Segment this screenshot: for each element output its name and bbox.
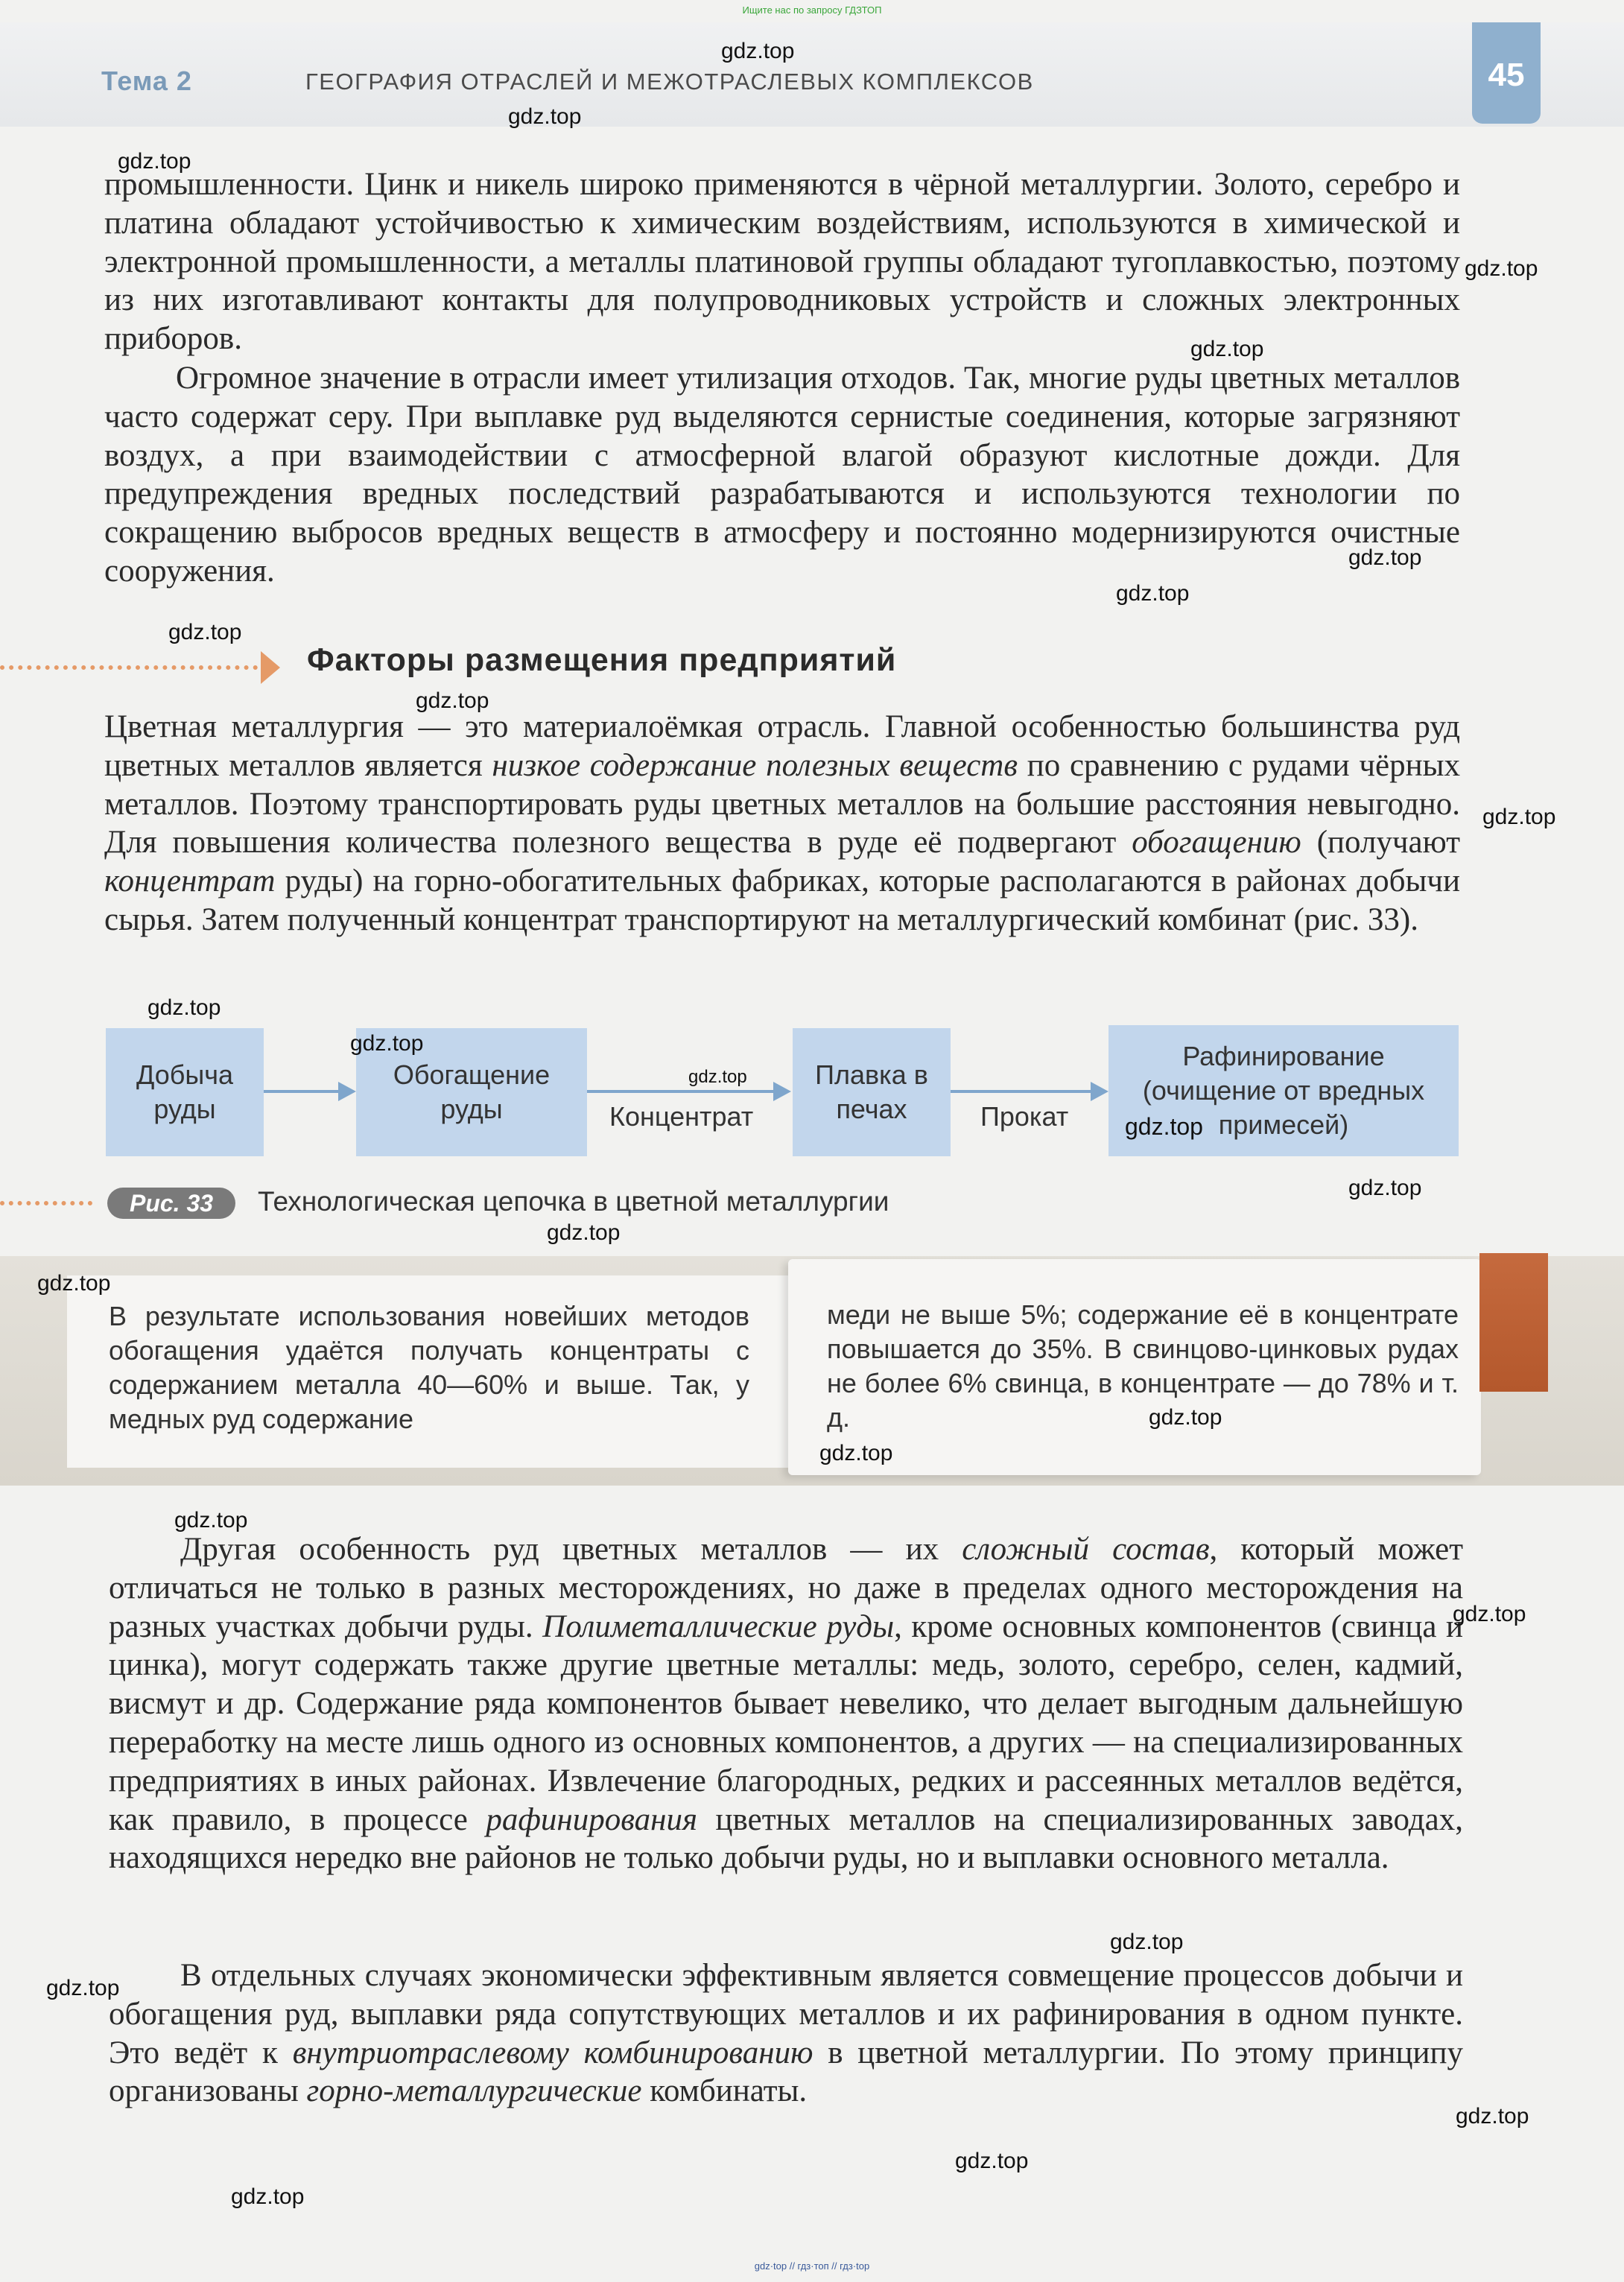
watermark: gdz.top [168,620,242,644]
flow-arrow-2-head [773,1082,791,1101]
watermark: gdz.top [1110,1930,1184,1954]
watermark: gdz.top [231,2184,305,2209]
figure-badge: Рис. 33 [107,1188,235,1219]
watermark: gdz.top [1125,1113,1203,1140]
flow-arrow-3 [951,1090,1091,1093]
term-concentrate: концентрат [104,863,276,899]
paragraph-1: промышленности. Цинк и никель широко применяются в чёрной металлургии. Золото, серебро и платина обладают устойчивостью к химическим воздействиям, используются в химической и электронной промышленности, а металлы платиновой группы обладают тугоплавкостью, поэтому из них изготавливают контакты для полупроводниковых устройств и сложных электронных приборов. [104,167,1460,357]
bottom-note: gdz·top // гдз·топ // гдз·top [754,2260,870,2272]
watermark: gdz.top [819,1441,893,1465]
info-text-left: В результате использования новейших методов обогащения удаётся получать концентраты с содержанием металла 40—60% и выше. Так, у медных руд содержание [109,1301,749,1434]
flow-box-enrichment: Обогащение руды [356,1028,587,1156]
flow-arrow-1-head [338,1082,356,1101]
watermark: gdz.top [1190,337,1264,361]
watermark: gdz.top [1456,2104,1529,2129]
page-number: 45 [1488,57,1525,93]
flow-label-rolled-metal: Прокат [980,1101,1069,1132]
watermark: gdz.top [350,1031,424,1056]
info-card-left [67,1275,812,1468]
watermark: gdz.top [148,995,221,1020]
watermark: gdz.top [1348,1176,1422,1200]
watermark: gdz.top [547,1220,621,1245]
caption-dotted-line [0,1201,92,1205]
watermark: gdz.top [955,2149,1029,2173]
watermark: gdz.top [1482,805,1556,829]
flow-arrow-1 [264,1090,338,1093]
paragraph-2: Огромное значение в отрасли имеет утилизация отходов. Так, многие руды цветных металлов часто содержат серу. При выплавке руд выделяются сернистые соединения, которые загрязняют воздух, а при взаимодействии с атмосферной влагой образуют кислотные дожди. Для предупреждения вредных последствий разрабатываются и используются технологии по сокращению выбросов вредных веществ в атмосферу и постоянно модернизируются очистные сооружения. [104,361,1460,589]
term-complex-composition: сложный состав [962,1532,1210,1567]
watermark: gdz.top [416,688,489,713]
section-dotted-line [0,665,258,670]
topic-label: Тема 2 [101,66,192,96]
paragraph-4: Другая особенность руд цветных металлов — их сложный состав, который может отличаться не только в разных месторождениях, но даже в пределах одного месторождения на разных участках добычи руды. Полиметаллические руды, кроме основных компонентов (свинца и цинка), могут содержать также другие цветные металлы: медь, золото, серебро, селен, кадмий, висмут и др. Содержание ряда компонентов бывает невелико, что делает выгодным дальнейшую переработку на месте лишь одного из основных компонентов, а других — на специализированных предприятиях в иных районах. Извлечение благородных, редких и рассеянных металлов ведётся, как правило, в процессе рафинирования цветных металлов на специализированных заводах, находящихся нередко вне районов не только добычи руды, но и выплавки основного металла. [109,1532,1463,1876]
info-text-right: меди не выше 5%; содержание её в концентрате повышается до 35%. В свинцово-цинковых рудах не более 6% свинца, в концентрате — до 78% и т. д. [827,1299,1459,1433]
watermark: gdz.top [1149,1405,1222,1430]
flow-arrow-2 [587,1090,773,1093]
watermark: gdz.top [1116,581,1190,606]
top-note: Ищите нас по запросу ГДЗТОП [742,4,882,16]
paragraph-5: В отдельных случаях экономически эффективным является совмещение процессов добычи и обогащения руд, выплавки ряда сопутствующих металлов и их рафинирования в одном пункте. Это ведёт к внутриотраслевому комбинированию в цветной металлургии. По этому принципу организованы горно-металлургические комбинаты. [109,1958,1463,2109]
flow-label-concentrate: Концентрат [609,1101,754,1132]
chapter-title: ГЕОГРАФИЯ ОТРАСЛЕЙ И МЕЖОТРАСЛЕВЫХ КОМПЛЕКСОВ [305,69,1034,95]
term-low-content: низкое содержание полезных веществ [492,747,1018,783]
watermark: gdz.top [1465,256,1538,281]
term-refining: рафинирования [486,1801,697,1837]
term-polymetallic-ores: Полиметаллические руды [542,1609,895,1644]
flow-box-mining: Добыча руды [106,1028,264,1156]
watermark: gdz.top [118,149,191,174]
watermark: gdz.top [1453,1602,1526,1626]
term-mining-metallurgical: горно-металлургические [306,2073,642,2109]
term-enrichment: обогащению [1132,825,1301,860]
watermark: gdz.top [46,1976,120,2000]
term-intra-industry-combination: внутриотраслевому комбинированию [292,2035,813,2070]
section-title: Факторы размещения предприятий [307,642,897,678]
figure-caption: Технологическая цепочка в цветной металлургии [258,1186,889,1217]
flow-box-smelting: Плавка в печах [793,1028,951,1156]
section-arrow-icon [261,651,280,684]
watermark: gdz.top [37,1271,111,1296]
paragraph-3: Цветная металлургия — это материалоёмкая отрасль. Главной особенностью большинства руд цветных металлов является низкое содержание полезных веществ по сравнению с рудами чёрных металлов. Поэтому транспортировать руды цветных металлов на большие расстояния невыгодно. Для повышения количества полезного вещества в руде её подвергают обогащению (получают концентрат руды) на горно-обогатительных фабриках, которые располагаются в районах добычи сырья. Затем полученный концентрат транспортируют на металлургический комбинат (рис. 33). [104,709,1460,937]
flow-box-refining: Рафинирование (очищение от вредных примесей) [1108,1025,1459,1156]
watermark: gdz.top [688,1067,747,1087]
watermark: gdz.top [721,39,795,63]
watermark: gdz.top [174,1508,248,1533]
watermark: gdz.top [1348,545,1422,570]
bookmark-ribbon [1479,1253,1548,1392]
watermark: gdz.top [508,104,582,129]
flow-arrow-3-head [1091,1082,1108,1101]
